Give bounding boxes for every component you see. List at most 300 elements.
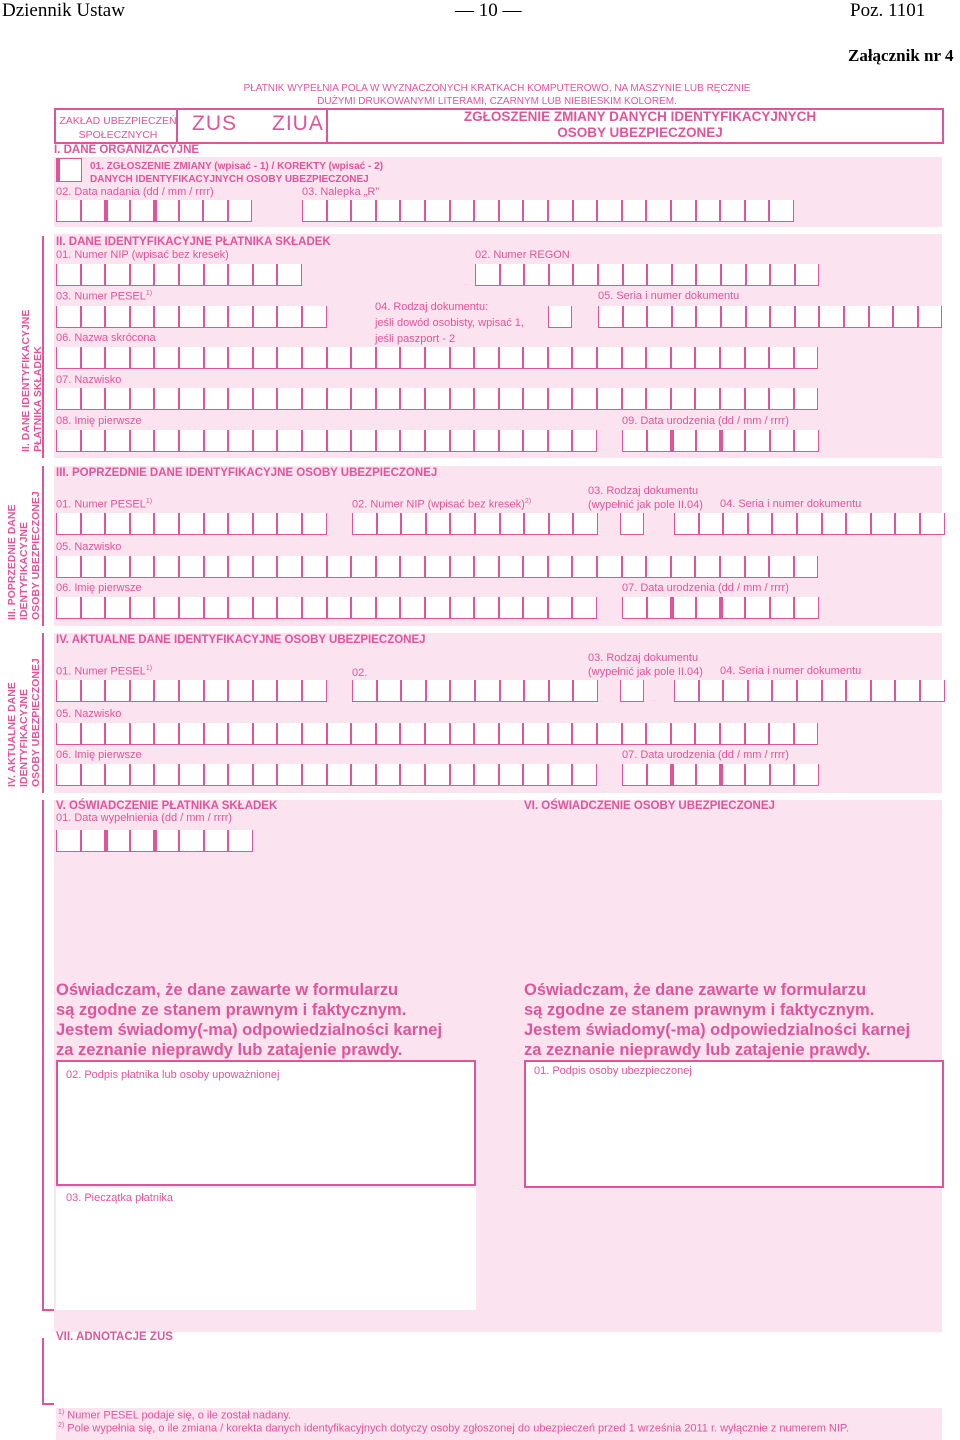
input-cell[interactable] xyxy=(671,764,696,786)
input-cell[interactable] xyxy=(154,764,179,786)
input-cell[interactable] xyxy=(794,556,819,578)
input-cell[interactable] xyxy=(549,680,574,702)
input-cell[interactable] xyxy=(474,764,499,786)
input-cell[interactable] xyxy=(425,723,450,745)
input-cell[interactable] xyxy=(795,306,820,328)
input-cell[interactable] xyxy=(474,597,499,619)
input-cell[interactable] xyxy=(179,764,204,786)
input-cell[interactable] xyxy=(745,430,770,452)
input-cell[interactable] xyxy=(400,200,425,222)
input-cell[interactable] xyxy=(56,680,81,702)
input-cell[interactable] xyxy=(105,388,130,410)
curr-firstname-cells[interactable] xyxy=(56,764,597,788)
input-cell[interactable] xyxy=(351,764,376,786)
input-cell[interactable] xyxy=(277,388,302,410)
input-cell[interactable] xyxy=(745,388,770,410)
input-cell[interactable] xyxy=(671,430,696,452)
input-cell[interactable] xyxy=(745,764,770,786)
prev-nip-cells[interactable] xyxy=(352,513,598,537)
input-cell[interactable] xyxy=(228,680,253,702)
input-cell[interactable] xyxy=(277,430,302,452)
input-cell[interactable] xyxy=(622,388,647,410)
input-cell[interactable] xyxy=(647,306,672,328)
input-cell[interactable] xyxy=(450,347,475,369)
input-cell[interactable] xyxy=(695,347,720,369)
prev-birthdate-cells[interactable] xyxy=(622,597,819,621)
input-cell[interactable] xyxy=(548,556,573,578)
input-cell[interactable] xyxy=(822,680,847,702)
input-cell[interactable] xyxy=(327,597,352,619)
input-cell[interactable] xyxy=(400,388,425,410)
insured-signature-box[interactable] xyxy=(524,1060,944,1188)
input-cell[interactable] xyxy=(794,388,819,410)
prev-firstname-cells[interactable] xyxy=(56,597,597,621)
input-cell[interactable] xyxy=(475,513,500,535)
input-cell[interactable] xyxy=(450,680,475,702)
input-cell[interactable] xyxy=(400,430,425,452)
input-cell[interactable] xyxy=(646,388,671,410)
input-cell[interactable] xyxy=(130,200,155,222)
input-cell[interactable] xyxy=(130,680,155,702)
input-cell[interactable] xyxy=(81,556,106,578)
input-cell[interactable] xyxy=(425,764,450,786)
payer-stamp-box[interactable] xyxy=(56,1188,476,1310)
input-cell[interactable] xyxy=(548,723,573,745)
input-cell[interactable] xyxy=(548,430,573,452)
input-cell[interactable] xyxy=(400,764,425,786)
input-cell[interactable] xyxy=(352,680,377,702)
input-cell[interactable] xyxy=(130,513,155,535)
input-cell[interactable] xyxy=(130,388,155,410)
input-cell[interactable] xyxy=(179,723,204,745)
input-cell[interactable] xyxy=(56,347,81,369)
input-cell[interactable] xyxy=(474,556,499,578)
input-cell[interactable] xyxy=(302,306,327,328)
input-cell[interactable] xyxy=(130,306,155,328)
input-cell[interactable] xyxy=(893,306,918,328)
input-cell[interactable] xyxy=(748,513,773,535)
input-cell[interactable] xyxy=(696,430,721,452)
input-cell[interactable] xyxy=(154,347,179,369)
input-cell[interactable] xyxy=(549,264,574,286)
input-cell[interactable] xyxy=(597,723,622,745)
input-cell[interactable] xyxy=(524,264,549,286)
input-cell[interactable] xyxy=(376,200,401,222)
input-cell[interactable] xyxy=(204,306,229,328)
input-cell[interactable] xyxy=(720,347,745,369)
input-cell[interactable] xyxy=(154,680,179,702)
input-cell[interactable] xyxy=(844,306,869,328)
input-cell[interactable] xyxy=(647,264,672,286)
input-cell[interactable] xyxy=(105,347,130,369)
input-cell[interactable] xyxy=(523,556,548,578)
input-cell[interactable] xyxy=(105,723,130,745)
input-cell[interactable] xyxy=(623,264,648,286)
input-cell[interactable] xyxy=(769,200,794,222)
input-cell[interactable] xyxy=(794,430,819,452)
payer-doc-type-cell[interactable] xyxy=(548,306,572,330)
input-cell[interactable] xyxy=(302,200,327,222)
prev-doc-type-cell[interactable] xyxy=(620,513,644,537)
input-cell[interactable] xyxy=(179,430,204,452)
input-cell[interactable] xyxy=(549,513,574,535)
input-cell[interactable] xyxy=(56,306,81,328)
input-cell[interactable] xyxy=(474,388,499,410)
input-cell[interactable] xyxy=(745,347,770,369)
input-cell[interactable] xyxy=(672,264,697,286)
input-cell[interactable] xyxy=(622,597,647,619)
input-cell[interactable] xyxy=(696,597,721,619)
input-cell[interactable] xyxy=(105,430,130,452)
input-cell[interactable] xyxy=(450,200,475,222)
input-cell[interactable] xyxy=(327,764,352,786)
input-cell[interactable] xyxy=(671,388,696,410)
input-cell[interactable] xyxy=(401,680,426,702)
input-cell[interactable] xyxy=(548,347,573,369)
input-cell[interactable] xyxy=(351,200,376,222)
correction-type-cell[interactable] xyxy=(56,158,82,182)
input-cell[interactable] xyxy=(130,764,155,786)
input-cell[interactable] xyxy=(302,388,327,410)
payer-pesel-cells[interactable] xyxy=(56,306,327,330)
input-cell[interactable] xyxy=(572,556,597,578)
input-cell[interactable] xyxy=(572,764,597,786)
input-cell[interactable] xyxy=(179,264,204,286)
input-cell[interactable] xyxy=(56,264,81,286)
input-cell[interactable] xyxy=(154,306,179,328)
input-cell[interactable] xyxy=(720,200,745,222)
input-cell[interactable] xyxy=(499,347,524,369)
input-cell[interactable] xyxy=(228,723,253,745)
input-cell[interactable] xyxy=(723,513,748,535)
input-cell[interactable] xyxy=(81,830,106,852)
input-cell[interactable] xyxy=(81,200,106,222)
input-cell[interactable] xyxy=(105,680,130,702)
input-cell[interactable] xyxy=(179,556,204,578)
input-cell[interactable] xyxy=(130,264,155,286)
input-cell[interactable] xyxy=(302,430,327,452)
payer-nip-cells[interactable] xyxy=(56,264,302,288)
input-cell[interactable] xyxy=(179,388,204,410)
input-cell[interactable] xyxy=(597,556,622,578)
input-cell[interactable] xyxy=(228,388,253,410)
input-cell[interactable] xyxy=(572,388,597,410)
input-cell[interactable] xyxy=(154,830,179,852)
input-cell[interactable] xyxy=(646,347,671,369)
input-cell[interactable] xyxy=(646,723,671,745)
input-cell[interactable] xyxy=(105,597,130,619)
input-cell[interactable] xyxy=(179,347,204,369)
input-cell[interactable] xyxy=(499,556,524,578)
input-cell[interactable] xyxy=(253,680,278,702)
input-cell[interactable] xyxy=(475,264,500,286)
input-cell[interactable] xyxy=(622,764,647,786)
input-cell[interactable] xyxy=(548,764,573,786)
input-cell[interactable] xyxy=(377,680,402,702)
input-cell[interactable] xyxy=(425,556,450,578)
input-cell[interactable] xyxy=(450,597,475,619)
input-cell[interactable] xyxy=(228,347,253,369)
input-cell[interactable] xyxy=(253,264,278,286)
input-cell[interactable] xyxy=(573,200,598,222)
payer-firstname-cells[interactable] xyxy=(56,430,597,454)
input-cell[interactable] xyxy=(130,347,155,369)
input-cell[interactable] xyxy=(772,680,797,702)
input-cell[interactable] xyxy=(204,597,229,619)
input-cell[interactable] xyxy=(253,764,278,786)
input-cell[interactable] xyxy=(228,200,253,222)
input-cell[interactable] xyxy=(277,347,302,369)
input-cell[interactable] xyxy=(154,200,179,222)
input-cell[interactable] xyxy=(81,306,106,328)
input-cell[interactable] xyxy=(425,597,450,619)
input-cell[interactable] xyxy=(302,347,327,369)
curr-field02-cells[interactable] xyxy=(352,680,598,704)
input-cell[interactable] xyxy=(204,388,229,410)
input-cell[interactable] xyxy=(720,764,745,786)
input-cell[interactable] xyxy=(228,556,253,578)
input-cell[interactable] xyxy=(81,764,106,786)
input-cell[interactable] xyxy=(376,430,401,452)
input-cell[interactable] xyxy=(871,680,896,702)
input-cell[interactable] xyxy=(745,597,770,619)
input-cell[interactable] xyxy=(499,597,524,619)
input-cell[interactable] xyxy=(723,680,748,702)
input-cell[interactable] xyxy=(130,430,155,452)
input-cell[interactable] xyxy=(105,513,130,535)
input-cell[interactable] xyxy=(277,597,302,619)
input-cell[interactable] xyxy=(277,306,302,328)
input-cell[interactable] xyxy=(523,764,548,786)
input-cell[interactable] xyxy=(81,430,106,452)
curr-pesel-cells[interactable] xyxy=(56,680,327,704)
input-cell[interactable] xyxy=(770,764,795,786)
input-cell[interactable] xyxy=(846,680,871,702)
input-cell[interactable] xyxy=(573,264,598,286)
input-cell[interactable] xyxy=(105,556,130,578)
input-cell[interactable] xyxy=(204,556,229,578)
input-cell[interactable] xyxy=(81,597,106,619)
input-cell[interactable] xyxy=(154,723,179,745)
input-cell[interactable] xyxy=(671,723,696,745)
input-cell[interactable] xyxy=(203,200,228,222)
input-cell[interactable] xyxy=(204,764,229,786)
input-cell[interactable] xyxy=(871,513,896,535)
payer-doc-number-cells[interactable] xyxy=(598,306,942,330)
input-cell[interactable] xyxy=(351,723,376,745)
input-cell[interactable] xyxy=(425,430,450,452)
input-cell[interactable] xyxy=(769,723,794,745)
input-cell[interactable] xyxy=(622,430,647,452)
input-cell[interactable] xyxy=(699,680,724,702)
input-cell[interactable] xyxy=(327,388,352,410)
input-cell[interactable] xyxy=(500,264,525,286)
input-cell[interactable] xyxy=(672,306,697,328)
input-cell[interactable] xyxy=(674,513,699,535)
input-cell[interactable] xyxy=(377,513,402,535)
input-cell[interactable] xyxy=(523,200,548,222)
input-cell[interactable] xyxy=(622,200,647,222)
input-cell[interactable] xyxy=(277,764,302,786)
input-cell[interactable] xyxy=(400,347,425,369)
input-cell[interactable] xyxy=(105,264,130,286)
input-cell[interactable] xyxy=(772,513,797,535)
input-cell[interactable] xyxy=(179,830,204,852)
input-cell[interactable] xyxy=(351,347,376,369)
input-cell[interactable] xyxy=(720,556,745,578)
payer-shortname-cells[interactable] xyxy=(56,347,818,371)
input-cell[interactable] xyxy=(277,556,302,578)
input-cell[interactable] xyxy=(797,680,822,702)
input-cell[interactable] xyxy=(130,830,155,852)
input-cell[interactable] xyxy=(253,556,278,578)
input-cell[interactable] xyxy=(671,556,696,578)
input-cell[interactable] xyxy=(130,723,155,745)
input-cell[interactable] xyxy=(746,306,771,328)
input-cell[interactable] xyxy=(597,388,622,410)
input-cell[interactable] xyxy=(647,430,672,452)
input-cell[interactable] xyxy=(895,513,920,535)
input-cell[interactable] xyxy=(769,347,794,369)
input-cell[interactable] xyxy=(228,513,253,535)
input-cell[interactable] xyxy=(179,513,204,535)
input-cell[interactable] xyxy=(277,680,302,702)
input-cell[interactable] xyxy=(302,556,327,578)
input-cell[interactable] xyxy=(474,347,499,369)
input-cell[interactable] xyxy=(499,388,524,410)
input-cell[interactable] xyxy=(81,723,106,745)
input-cell[interactable] xyxy=(696,764,721,786)
input-cell[interactable] xyxy=(376,388,401,410)
input-cell[interactable] xyxy=(327,200,352,222)
input-cell[interactable] xyxy=(598,306,623,328)
input-cell[interactable] xyxy=(228,597,253,619)
input-cell[interactable] xyxy=(572,723,597,745)
input-cell[interactable] xyxy=(327,723,352,745)
input-cell[interactable] xyxy=(794,347,819,369)
input-cell[interactable] xyxy=(56,388,81,410)
input-cell[interactable] xyxy=(204,830,229,852)
payer-birthdate-cells[interactable] xyxy=(622,430,819,454)
input-cell[interactable] xyxy=(302,597,327,619)
prev-pesel-cells[interactable] xyxy=(56,513,327,537)
input-cell[interactable] xyxy=(81,680,106,702)
input-cell[interactable] xyxy=(450,556,475,578)
input-cell[interactable] xyxy=(647,764,672,786)
input-cell[interactable] xyxy=(56,200,81,222)
input-cell[interactable] xyxy=(400,556,425,578)
curr-doc-number-cells[interactable] xyxy=(674,680,945,704)
input-cell[interactable] xyxy=(426,680,451,702)
input-cell[interactable] xyxy=(646,556,671,578)
input-cell[interactable] xyxy=(302,513,327,535)
input-cell[interactable] xyxy=(745,556,770,578)
input-cell[interactable] xyxy=(746,264,771,286)
input-cell[interactable] xyxy=(745,723,770,745)
input-cell[interactable] xyxy=(253,388,278,410)
input-cell[interactable] xyxy=(277,264,302,286)
input-cell[interactable] xyxy=(81,388,106,410)
input-cell[interactable] xyxy=(646,200,671,222)
input-cell[interactable] xyxy=(499,764,524,786)
input-cell[interactable] xyxy=(204,513,229,535)
input-cell[interactable] xyxy=(56,830,81,852)
input-cell[interactable] xyxy=(499,200,524,222)
fill-date-cells[interactable] xyxy=(56,830,253,854)
input-cell[interactable] xyxy=(475,680,500,702)
input-cell[interactable] xyxy=(622,347,647,369)
input-cell[interactable] xyxy=(105,200,130,222)
input-cell[interactable] xyxy=(105,830,130,852)
input-cell[interactable] xyxy=(572,430,597,452)
input-cell[interactable] xyxy=(179,680,204,702)
input-cell[interactable] xyxy=(154,430,179,452)
input-cell[interactable] xyxy=(228,430,253,452)
input-cell[interactable] xyxy=(822,513,847,535)
input-cell[interactable] xyxy=(376,347,401,369)
input-cell[interactable] xyxy=(573,680,598,702)
input-cell[interactable] xyxy=(425,388,450,410)
input-cell[interactable] xyxy=(56,764,81,786)
input-cell[interactable] xyxy=(500,680,525,702)
prev-surname-cells[interactable] xyxy=(56,556,818,580)
input-cell[interactable] xyxy=(204,347,229,369)
input-cell[interactable] xyxy=(794,723,819,745)
input-cell[interactable] xyxy=(770,306,795,328)
input-cell[interactable] xyxy=(302,680,327,702)
input-cell[interactable] xyxy=(204,264,229,286)
input-cell[interactable] xyxy=(56,556,81,578)
input-cell[interactable] xyxy=(376,764,401,786)
input-cell[interactable] xyxy=(794,597,819,619)
input-cell[interactable] xyxy=(352,513,377,535)
input-cell[interactable] xyxy=(745,200,770,222)
input-cell[interactable] xyxy=(302,764,327,786)
input-cell[interactable] xyxy=(253,723,278,745)
input-cell[interactable] xyxy=(204,680,229,702)
input-cell[interactable] xyxy=(720,723,745,745)
input-cell[interactable] xyxy=(846,513,871,535)
input-cell[interactable] xyxy=(499,723,524,745)
input-cell[interactable] xyxy=(56,513,81,535)
input-cell[interactable] xyxy=(351,430,376,452)
label-r-cells[interactable] xyxy=(302,200,794,224)
input-cell[interactable] xyxy=(523,430,548,452)
input-cell[interactable] xyxy=(401,513,426,535)
payer-regon-cells[interactable] xyxy=(475,264,819,288)
input-cell[interactable] xyxy=(302,723,327,745)
input-cell[interactable] xyxy=(920,680,945,702)
input-cell[interactable] xyxy=(523,597,548,619)
input-cell[interactable] xyxy=(699,513,724,535)
input-cell[interactable] xyxy=(474,430,499,452)
input-cell[interactable] xyxy=(130,556,155,578)
input-cell[interactable] xyxy=(769,388,794,410)
input-cell[interactable] xyxy=(620,513,644,535)
input-cell[interactable] xyxy=(56,430,81,452)
input-cell[interactable] xyxy=(623,306,648,328)
input-cell[interactable] xyxy=(253,513,278,535)
input-cell[interactable] xyxy=(895,680,920,702)
input-cell[interactable] xyxy=(400,723,425,745)
input-cell[interactable] xyxy=(228,830,253,852)
input-cell[interactable] xyxy=(795,264,820,286)
input-cell[interactable] xyxy=(154,388,179,410)
input-cell[interactable] xyxy=(56,723,81,745)
input-cell[interactable] xyxy=(376,556,401,578)
input-cell[interactable] xyxy=(154,513,179,535)
input-cell[interactable] xyxy=(548,388,573,410)
